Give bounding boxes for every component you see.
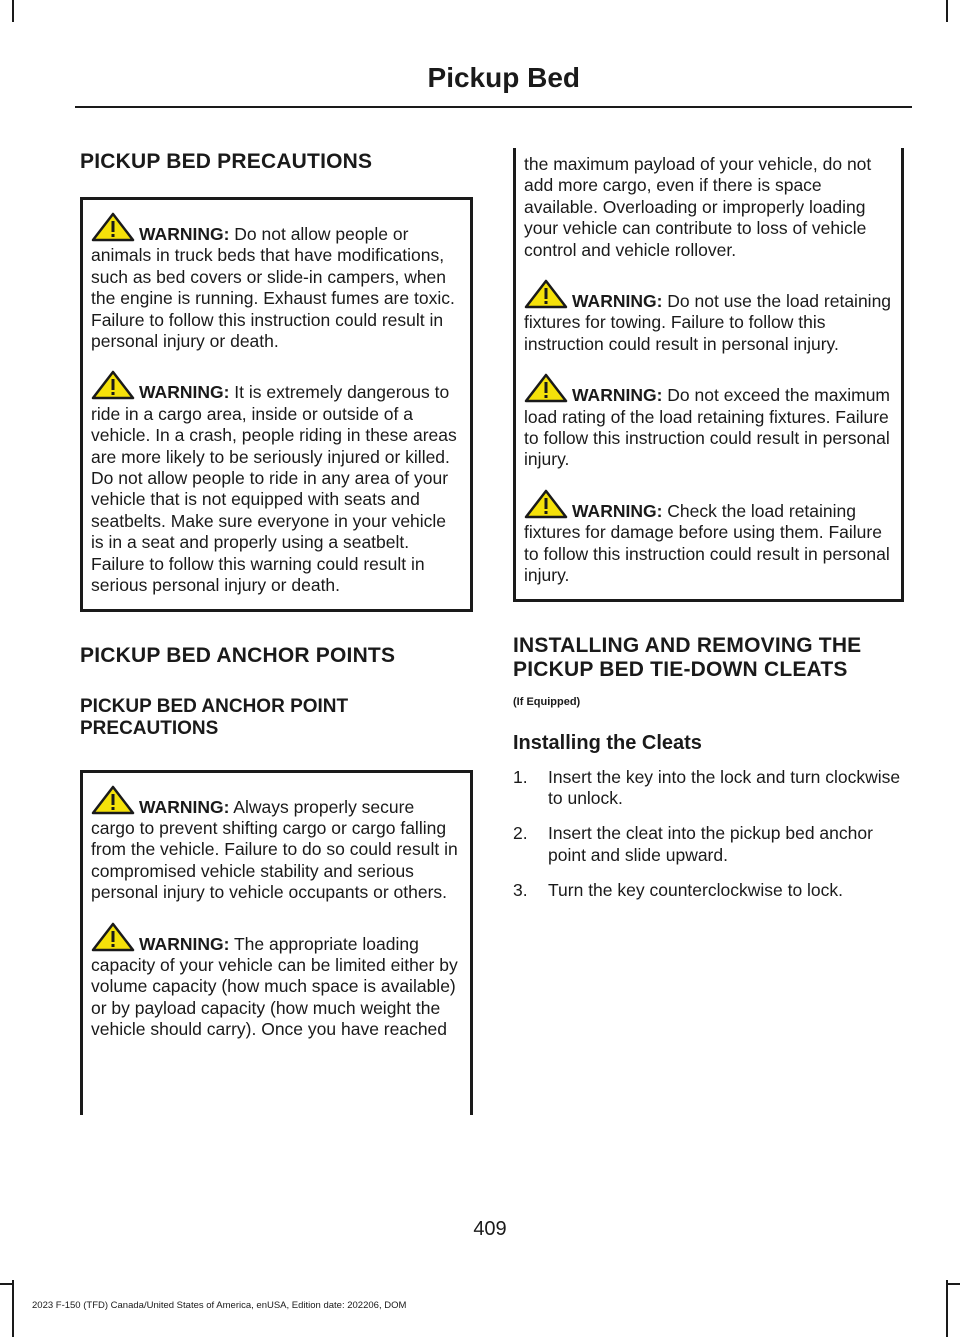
left-column	[80, 140, 473, 1115]
warning-triangle-icon	[91, 922, 135, 952]
page-header-title: Pickup Bed	[427, 62, 580, 93]
warning-label: WARNING:	[572, 385, 663, 406]
warning-paragraph	[91, 785, 462, 904]
install-title: Installing the Cleats	[513, 731, 702, 754]
warning-box-anchor	[80, 770, 473, 1115]
install-steps	[513, 767, 904, 902]
warning-label: WARNING:	[139, 224, 230, 244]
warning-box-precautions	[80, 197, 473, 612]
warning-text: Do not exceed the maximum load rating of the load retaining fixtures. Failure to follow this instruction could result in personal injury.	[524, 385, 891, 470]
crop-mark	[946, 0, 948, 22]
warning-text: Do not use the load retaining fixtures for towing. Failure to follow this instruction could result in personal injury.	[524, 291, 892, 354]
crop-mark	[12, 20, 14, 22]
step-text: Turn the key counterclockwise to lock.	[548, 880, 844, 901]
warning-label: WARNING:	[572, 500, 663, 521]
subsection-title-anchor-precautions: PICKUP BED ANCHOR POINT PRECAUTIONS	[80, 695, 349, 739]
list-item	[513, 880, 904, 901]
crop-mark	[0, 1283, 12, 1285]
warning-paragraph	[91, 922, 462, 1041]
warning-paragraph	[524, 373, 893, 471]
warning-triangle-icon	[524, 373, 568, 403]
list-item	[513, 767, 904, 810]
warning-text: Do not allow people or animals in truck beds that have modifications, such as bed covers or slide-in campers, when the engine is running. Exhaust fumes are toxic. Failure to follow this instruction could result in personal injury or death.	[91, 224, 455, 352]
warning-triangle-icon	[524, 279, 568, 309]
step-number: 2.	[513, 823, 528, 844]
footer-edition: 2023 F-150 (TFD) Canada/United States of America, enUSA, Edition date: 202206, DOM	[32, 1300, 407, 1311]
crop-mark	[948, 1283, 960, 1285]
step-text: Insert the cleat into the pickup bed anchor point and slide upward.	[548, 823, 873, 865]
header-rule	[75, 106, 912, 108]
step-text: Insert the key into the lock and turn clockwise to unlock.	[548, 766, 901, 808]
warning-label: WARNING:	[139, 382, 230, 403]
crop-mark	[12, 0, 14, 22]
warning-triangle-icon	[524, 489, 568, 519]
warning-text: Check the load retaining fixtures for damage before using them. Failure to follow this instruction could result in personal injury.	[524, 500, 890, 586]
warning-text: It is extremely dangerous to ride in a cargo area, inside or outside of a vehicle. In a crash, people riding in these areas are more likely to be seriously injured or killed. Do not allow people to ride in any area of your vehicle that is not equipped with seats and seatbelts. Make sure everyone in your vehicle is in a seat and properly using a seatbelt. Failure to follow this warning could result in serious personal injury or death.	[91, 382, 457, 596]
crop-mark	[946, 1280, 948, 1337]
warning-text: Always properly secure cargo to prevent shifting cargo or cargo falling from the vehicle. Failure to do so could result in compromised vehicle stability and serious personal injury to vehicle occupants or others.	[91, 796, 458, 903]
right-column	[513, 148, 904, 916]
step-number: 3.	[513, 880, 528, 901]
warning-paragraph	[91, 370, 462, 596]
warning-continued-text: the maximum payload of your vehicle, do not add more cargo, even if there is space available. Overloading or improperly loading your vehicle can contribute to loss of vehicle control and vehicle rollover.	[524, 154, 872, 260]
section-title-cleats: INSTALLING AND REMOVING THE PICKUP BED TIE-DOWN CLEATS	[513, 633, 862, 681]
warning-paragraph	[524, 489, 893, 587]
warning-paragraph	[524, 279, 893, 355]
warning-triangle-icon	[91, 212, 135, 242]
warning-text: The appropriate loading capacity of your vehicle can be limited either by volume capacity (how much space is available) or by payload capacity (how much weight the vehicle should carry). Once you have reached	[91, 933, 458, 1040]
warning-box-continued	[513, 148, 904, 602]
warning-label: WARNING:	[139, 933, 230, 954]
warning-triangle-icon	[91, 785, 135, 815]
section-title-precautions: PICKUP BED PRECAUTIONS	[80, 150, 373, 173]
warning-label: WARNING:	[139, 796, 230, 817]
step-number: 1.	[513, 766, 528, 787]
page-number: 409	[473, 1218, 507, 1240]
warning-label: WARNING:	[572, 291, 663, 312]
equipped-note: (If Equipped)	[513, 695, 581, 708]
warning-triangle-icon	[91, 370, 135, 400]
section-title-anchor-points: PICKUP BED ANCHOR POINTS	[80, 643, 396, 667]
list-item	[513, 823, 904, 866]
warning-paragraph	[91, 212, 462, 352]
crop-mark	[12, 1280, 14, 1337]
